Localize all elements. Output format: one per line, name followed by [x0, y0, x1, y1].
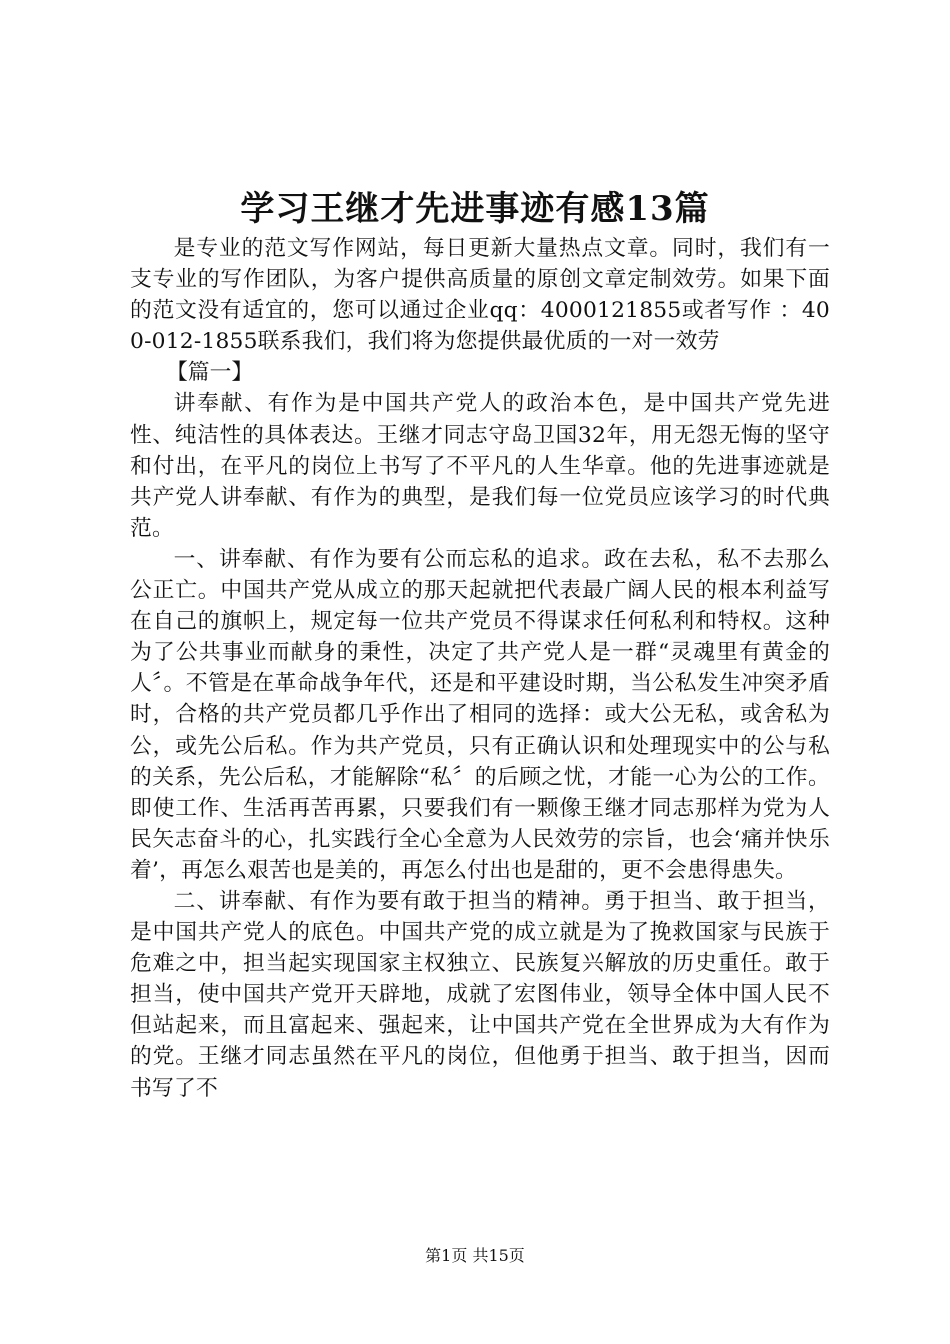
body-paragraph: 一、讲奉献、有作为要有公而忘私的追求。政在去私，私不去那么公正亡。中国共产党从成立的那天起就把代表最广阔人民的根本利益写在自己的旗帜上，规定每一位共产党员不得谋求任何私利和特权。这种为了公共事业而献身的秉性，决定了共产党人是一群“灵魂里有黄金的人〞。不管是在革命战争年代，还是和平建设时期，当公私发生冲突矛盾时，合格的共产党员都几乎作出了相同的选择：或大公无私，或舍私为公，或先公后私。作为共产党员，只有正确认识和处理现实中的公与私的关系，先公后私，才能解除“私〞的后顾之忧，才能一心为公的工作。即使工作、生活再苦再累，只要我们有一颗像王继才同志那样为党为人民矢志奋斗的心，扎实践行全心全意为人民效劳的宗旨，也会‘痛并快乐着’，再怎么艰苦也是美的，再怎么付出也是甜的，更不会患得患失。: [130, 546, 830, 883]
body-paragraph: 二、讲奉献、有作为要有敢于担当的精神。勇于担当、敢于担当，是中国共产党人的底色。中国共产党的成立就是为了挽救国家与民族于危难之中，担当起实现国家主权独立、民族复兴解放的历史重任。敢于担当，使中国共产党开天辟地，成就了宏图伟业，领导全体中国人民不但站起来，而且富起来、强起来，让中国共产党在全世界成为大有作为的党。王继才同志虽然在平凡的岗位，但他勇于担当、敢于担当，因而书写了不: [130, 888, 830, 1101]
page-footer: 第1页 共15页: [425, 1246, 525, 1265]
document-body: [130, 233, 830, 1104]
section-heading: 【篇一】: [166, 360, 254, 386]
intro-paragraph: 是专业的范文写作网站，每日更新大量热点文章。同时，我们有一支专业的写作团队，为客户提供高质量的原创文章定制效劳。如果下面的范文没有适宜的，您可以通过企业qq：4000121855或者写作 ：400-012-1855联系我们，我们将为您提供最优质的一对一效劳: [130, 236, 830, 355]
body-paragraph: 讲奉献、有作为是中国共产党人的政治本色，是中国共产党先进性、纯洁性的具体表达。王继才同志守岛卫国32年，用无怨无悔的坚守和付出，在平凡的岗位上书写了不平凡的人生华章。他的先进事迹就是共产党人讲奉献、有作为的典型，是我们每一位党员应该学习的时代典范。: [130, 391, 830, 541]
document-title: 学习王继才先进事迹有感13篇: [240, 189, 710, 229]
